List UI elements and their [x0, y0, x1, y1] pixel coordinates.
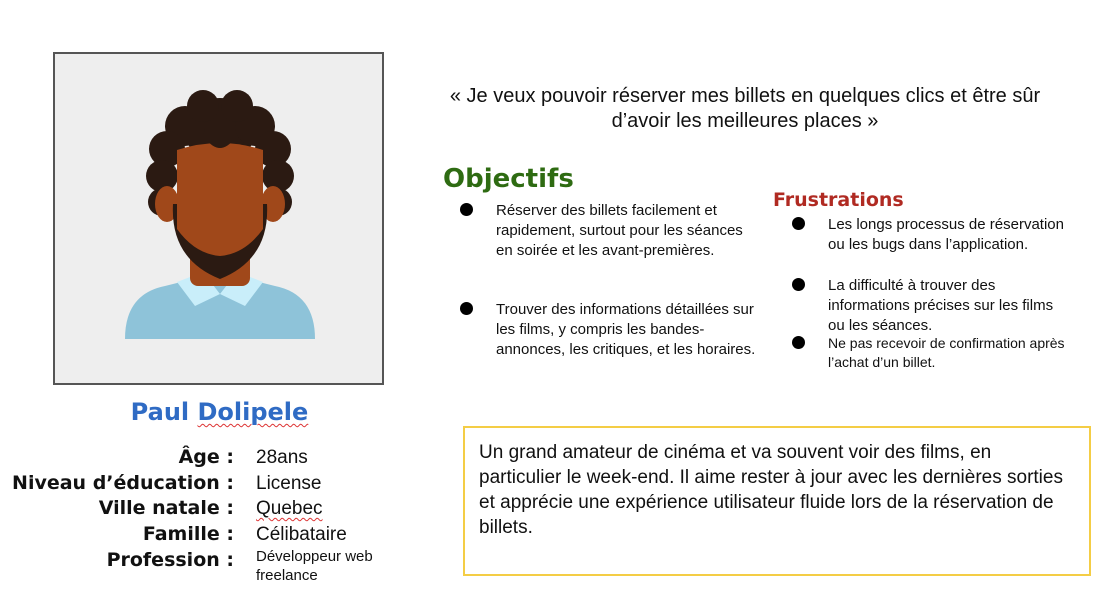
frustrations-heading: Frustrations [773, 189, 904, 211]
persona-description [463, 426, 1091, 576]
frustration-text: Ne pas recevoir de confirmation après l’achat d’un billet. [828, 335, 1065, 370]
detail-value: 28ans [256, 447, 308, 468]
detail-value: License [256, 473, 322, 494]
detail-row-age [0, 446, 420, 472]
detail-label: Âge : [178, 446, 234, 468]
frustration-text: Les longs processus de réservation ou les bugs dans l’application. [828, 216, 1064, 253]
frustration-text: La difficulté à trouver des informations précises sur les films ou les séances. [828, 277, 1054, 334]
persona-last-name: Dolipele [197, 398, 309, 426]
detail-label: Ville natale : [98, 497, 234, 519]
detail-value: Quebec [256, 498, 323, 519]
detail-label: Niveau d’éducation : [12, 472, 234, 494]
detail-row-profession [0, 548, 420, 584]
bullet-icon [792, 278, 805, 291]
detail-row-hometown [0, 497, 420, 523]
detail-label: Profession : [106, 549, 234, 571]
detail-value: Développeur web freelance [256, 548, 373, 584]
detail-value: Célibataire [256, 524, 347, 545]
bullet-icon [460, 302, 473, 315]
persona-first-name: Paul [130, 398, 190, 426]
objectif-text: Trouver des informations détaillées sur les films, y compris les bandes-annonces, les critiques, et les horaires. [496, 301, 756, 358]
bullet-icon [460, 203, 473, 216]
bullet-icon [792, 336, 805, 349]
detail-row-education [0, 472, 420, 498]
description-text: Un grand amateur de cinéma et va souvent voir des films, en particulier le week-end. Il aime rester à jour avec les dernières sorties et apprécie une expérience utilisateur fluide lors de la réservation de billets. [479, 442, 1063, 538]
avatar-illustration [55, 54, 384, 385]
bullet-icon [792, 217, 805, 230]
detail-row-family [0, 523, 420, 549]
detail-value-wrap [256, 498, 323, 520]
objectifs-heading: Objectifs [443, 164, 574, 194]
detail-label: Famille : [142, 523, 234, 545]
persona-photo [53, 52, 384, 385]
persona-quote: « Je veux pouvoir réserver mes billets en quelques clics et être sûr d’avoir les meilleures places » [449, 85, 1041, 132]
objectif-text: Réserver des billets facilement et rapidement, surtout pour les séances en soirée et les avant-premières. [496, 202, 743, 259]
persona-name [53, 398, 386, 426]
